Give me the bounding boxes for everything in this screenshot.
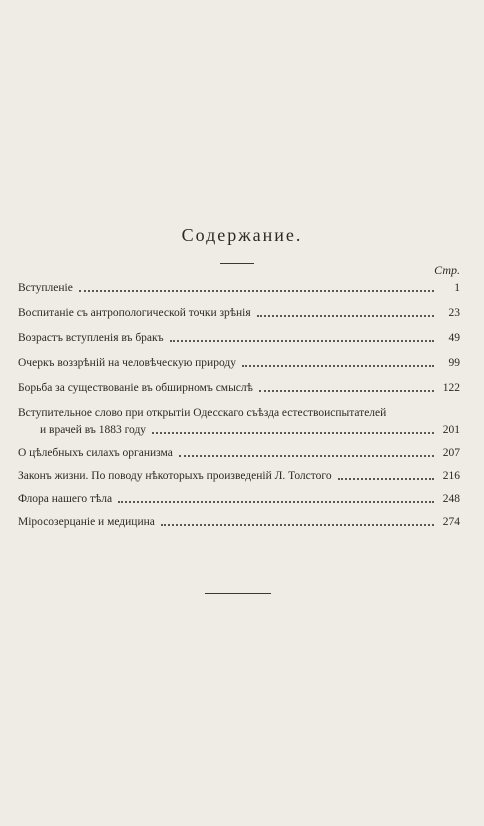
page-column-header: Стр.: [434, 263, 460, 277]
toc-entry-page: 23: [448, 307, 460, 319]
toc-entry: [18, 281, 460, 295]
toc-entry-page: 248: [442, 493, 460, 505]
title-divider: [220, 263, 254, 264]
toc-entry-page: 216: [442, 470, 460, 482]
toc-entry-title: Возрастъ вступленія въ бракъ: [18, 332, 164, 344]
toc-entry-title-line2: и врачей въ 1883 году: [40, 424, 147, 436]
toc-entry-page: 122: [442, 382, 460, 394]
toc-entry-title: Воспитаніе съ антропологической точки зрѣнія: [18, 307, 251, 319]
toc-entry: [18, 331, 460, 345]
dot-leader: [257, 315, 434, 317]
toc-entry: [18, 356, 460, 370]
dot-leader: [152, 432, 434, 434]
toc-entry: [18, 469, 460, 483]
dot-leader: [118, 501, 434, 503]
toc-entry-title: Міросозерцаніе и медицина: [18, 516, 155, 528]
toc-entry-page: 99: [448, 357, 460, 369]
toc-entry: [18, 515, 460, 529]
toc-entry-title-line1: Вступительное слово при открытіи Одесскаго съѣзда естествоиспытателей: [18, 407, 387, 419]
toc-entry: [18, 406, 460, 437]
page-title: Содержание.: [181, 225, 303, 245]
toc-entry-title: Законъ жизни. По поводу нѣкоторыхъ произведеній Л. Толстого: [18, 470, 332, 482]
dot-leader: [259, 390, 434, 392]
toc-entry-page: 1: [454, 282, 460, 294]
dot-leader: [338, 478, 434, 480]
table-of-contents: [18, 281, 460, 529]
toc-entry-title: Флора нашего тѣла: [18, 493, 113, 505]
toc-entry-page: 207: [442, 447, 460, 459]
dot-leader: [170, 340, 434, 342]
dot-leader: [79, 290, 434, 292]
dot-leader: [179, 455, 434, 457]
toc-entry-page: 274: [442, 516, 460, 528]
toc-entry-page: 49: [448, 332, 460, 344]
toc-entry-title: О цѣлебныхъ силахъ организма: [18, 447, 173, 459]
dot-leader: [242, 365, 434, 367]
toc-entry-title: Вступленіе: [18, 282, 73, 294]
toc-entry: [18, 306, 460, 320]
dot-leader: [161, 524, 434, 526]
toc-entry-title: Очеркъ воззрѣній на человѣческую природу: [18, 357, 236, 369]
toc-entry: [18, 446, 460, 460]
toc-entry-title: Борьба за существованіе въ обширномъ смыслѣ: [18, 382, 253, 394]
toc-entry: [18, 492, 460, 506]
toc-entry: [18, 381, 460, 395]
end-divider: [205, 593, 271, 594]
toc-entry-page: 201: [442, 424, 460, 436]
